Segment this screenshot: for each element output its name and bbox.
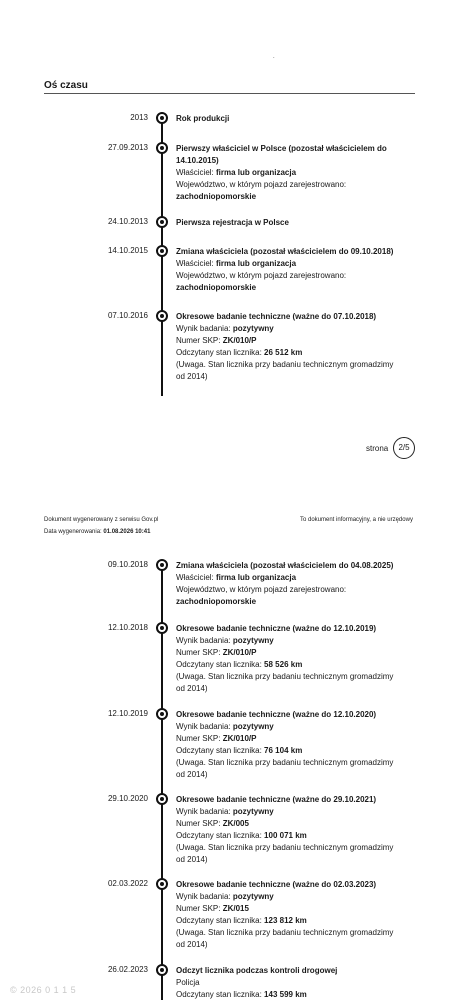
detail-value: pozytywny xyxy=(232,636,274,645)
event-title: Okresowe badanie techniczne (ważne do 29.10.2021) xyxy=(176,795,377,804)
event-details xyxy=(176,709,396,781)
event-detail-line xyxy=(176,989,396,1001)
detail-label: Właściciel: xyxy=(176,259,217,268)
detail-label: Policja xyxy=(176,978,200,987)
detail-label: Numer SKP: xyxy=(176,648,223,657)
detail-label: Wynik badania: xyxy=(176,324,233,333)
event-detail-line xyxy=(176,733,396,745)
event-detail-line xyxy=(176,584,396,596)
event-detail-line xyxy=(176,359,396,383)
event-detail-line xyxy=(176,659,396,671)
event-details xyxy=(176,217,396,229)
event-detail-line xyxy=(176,745,396,757)
event-detail-line xyxy=(176,671,396,695)
timeline-node xyxy=(156,622,168,634)
detail-value: firma lub organizacja xyxy=(216,259,297,268)
detail-value: ZK/015 xyxy=(222,904,249,913)
timeline-node xyxy=(156,559,168,571)
event-title: Rok produkcji xyxy=(176,114,230,123)
detail-label: (Uwaga. Stan licznika przy badaniu technicznym gromadzimy od 2014) xyxy=(176,928,394,949)
event-title: Zmiana właściciela (pozostał właścicielem do 09.10.2018) xyxy=(176,247,394,256)
detail-label: Województwo, w którym pojazd zarejestrowano: xyxy=(176,180,347,189)
event-detail-line xyxy=(176,323,396,335)
detail-label: Odczytany stan licznika: xyxy=(176,348,265,357)
detail-label: Wynik badania: xyxy=(176,636,233,645)
event-date: 27.09.2013 xyxy=(107,143,148,152)
detail-label: Wynik badania: xyxy=(176,722,233,731)
detail-value: pozytywny xyxy=(232,722,274,731)
event-detail-line xyxy=(176,167,396,179)
event-details xyxy=(176,879,396,951)
event-title: Pierwsza rejestracja w Polsce xyxy=(176,218,289,227)
event-detail-line xyxy=(176,927,396,951)
event-date: 24.10.2013 xyxy=(107,217,148,226)
event-detail-line xyxy=(176,179,396,191)
detail-label: (Uwaga. Stan licznika przy badaniu technicznym gromadzimy od 2014) xyxy=(176,758,394,779)
detail-label: Odczytany stan licznika: xyxy=(176,916,265,925)
event-detail-line xyxy=(176,347,396,359)
timeline-node xyxy=(156,142,168,154)
detail-value: firma lub organizacja xyxy=(216,573,297,582)
event-detail-line xyxy=(176,191,396,203)
timeline-node xyxy=(156,245,168,257)
generated-date-value: 01.08.2026 10:41 xyxy=(103,529,151,535)
watermark: © 2026 0 1 1 5 xyxy=(10,985,77,995)
event-details xyxy=(176,623,396,695)
event-title: Okresowe badanie techniczne (ważne do 12.10.2020) xyxy=(176,710,377,719)
timeline-node xyxy=(156,310,168,322)
event-detail-line xyxy=(176,635,396,647)
detail-value: zachodniopomorskie xyxy=(176,192,257,201)
event-date: 12.10.2019 xyxy=(107,709,148,718)
detail-label: Odczytany stan licznika: xyxy=(176,990,265,999)
timeline-node xyxy=(156,878,168,890)
event-date: 26.02.2023 xyxy=(107,965,148,974)
event-details xyxy=(176,143,396,203)
detail-label: Numer SKP: xyxy=(176,904,223,913)
event-detail-line xyxy=(176,282,396,294)
timeline-node xyxy=(156,112,168,124)
detail-label: Wynik badania: xyxy=(176,807,233,816)
detail-label: Województwo, w którym pojazd zarejestrowano: xyxy=(176,585,347,594)
event-detail-line xyxy=(176,830,396,842)
event-detail-line xyxy=(176,842,396,866)
detail-value: pozytywny xyxy=(232,324,274,333)
event-detail-line xyxy=(176,270,396,282)
event-detail-line xyxy=(176,596,396,608)
event-detail-line xyxy=(176,757,396,781)
detail-label: (Uwaga. Stan licznika przy badaniu technicznym gromadzimy od 2014) xyxy=(176,360,394,381)
detail-value: ZK/010/P xyxy=(222,336,257,345)
event-details xyxy=(176,965,396,1001)
event-detail-line xyxy=(176,915,396,927)
event-details xyxy=(176,794,396,866)
section-title: Oś czasu xyxy=(44,80,88,91)
timeline-node xyxy=(156,216,168,228)
detail-label: Odczytany stan licznika: xyxy=(176,746,265,755)
detail-label: Właściciel: xyxy=(176,168,217,177)
detail-label: Odczytany stan licznika: xyxy=(176,660,265,669)
event-detail-line xyxy=(176,647,396,659)
detail-value: 26 512 km xyxy=(264,348,303,357)
detail-value: ZK/005 xyxy=(222,819,249,828)
detail-label: Właściciel: xyxy=(176,573,217,582)
event-details xyxy=(176,113,396,125)
event-detail-line xyxy=(176,721,396,733)
event-detail-line xyxy=(176,258,396,270)
event-title: Okresowe badanie techniczne (ważne do 07.10.2018) xyxy=(176,312,377,321)
detail-label: Wynik badania: xyxy=(176,892,233,901)
page-indicator: 2/5 xyxy=(393,437,415,459)
event-details xyxy=(176,246,396,294)
event-details xyxy=(176,560,396,608)
detail-label: Numer SKP: xyxy=(176,336,223,345)
timeline-line-page1 xyxy=(161,118,163,396)
detail-value: 100 071 km xyxy=(264,831,307,840)
event-title: Okresowe badanie techniczne (ważne do 02.03.2023) xyxy=(176,880,377,889)
generated-date-label: Data wygenerowania: xyxy=(44,529,104,535)
event-title: Zmiana właściciela (pozostał właścicielem do 04.08.2025) xyxy=(176,561,394,570)
event-details xyxy=(176,311,396,383)
event-title: Pierwszy właściciel w Polsce (pozostał właścicielem do 14.10.2015) xyxy=(176,144,387,165)
detail-value: zachodniopomorskie xyxy=(176,597,257,606)
timeline-node xyxy=(156,964,168,976)
detail-value: ZK/010/P xyxy=(222,734,257,743)
detail-label: Odczytany stan licznika: xyxy=(176,831,265,840)
generated-by-text: Dokument wygenerowany z serwisu Gov.pl xyxy=(44,517,159,523)
event-title: Okresowe badanie techniczne (ważne do 12.10.2019) xyxy=(176,624,377,633)
event-date: 29.10.2020 xyxy=(107,794,148,803)
timeline-node xyxy=(156,793,168,805)
event-title: Odczyt licznika podczas kontroli drogowej xyxy=(176,966,338,975)
event-date: 07.10.2016 xyxy=(107,311,148,320)
title-divider xyxy=(44,93,415,94)
timeline-node xyxy=(156,708,168,720)
event-detail-line xyxy=(176,891,396,903)
event-date: 2013 xyxy=(130,113,148,122)
disclaimer-text: To dokument informacyjny, a nie urzędowy xyxy=(300,517,413,523)
detail-value: 143 599 km xyxy=(264,990,307,999)
event-detail-line xyxy=(176,903,396,915)
detail-value: pozytywny xyxy=(232,892,274,901)
event-date: 14.10.2015 xyxy=(107,246,148,255)
event-detail-line xyxy=(176,572,396,584)
detail-value: ZK/010/P xyxy=(222,648,257,657)
detail-value: 123 812 km xyxy=(264,916,307,925)
detail-label: (Uwaga. Stan licznika przy badaniu technicznym gromadzimy od 2014) xyxy=(176,672,394,693)
event-date: 12.10.2018 xyxy=(107,623,148,632)
event-detail-line xyxy=(176,818,396,830)
page-indicator-label: strona xyxy=(366,444,389,453)
detail-label: Numer SKP: xyxy=(176,819,223,828)
detail-value: firma lub organizacja xyxy=(216,168,297,177)
detail-value: 76 104 km xyxy=(264,746,303,755)
detail-label: Województwo, w którym pojazd zarejestrowano: xyxy=(176,271,347,280)
event-date: 09.10.2018 xyxy=(107,560,148,569)
event-date: 02.03.2022 xyxy=(107,879,148,888)
detail-value: 58 526 km xyxy=(264,660,303,669)
event-detail-line xyxy=(176,335,396,347)
event-detail-line xyxy=(176,977,396,989)
detail-label: Numer SKP: xyxy=(176,734,223,743)
generated-date-line xyxy=(44,529,150,535)
top-mark: . xyxy=(273,54,275,60)
event-detail-line xyxy=(176,806,396,818)
detail-label: (Uwaga. Stan licznika przy badaniu technicznym gromadzimy od 2014) xyxy=(176,843,394,864)
detail-value: pozytywny xyxy=(232,807,274,816)
detail-value: zachodniopomorskie xyxy=(176,283,257,292)
